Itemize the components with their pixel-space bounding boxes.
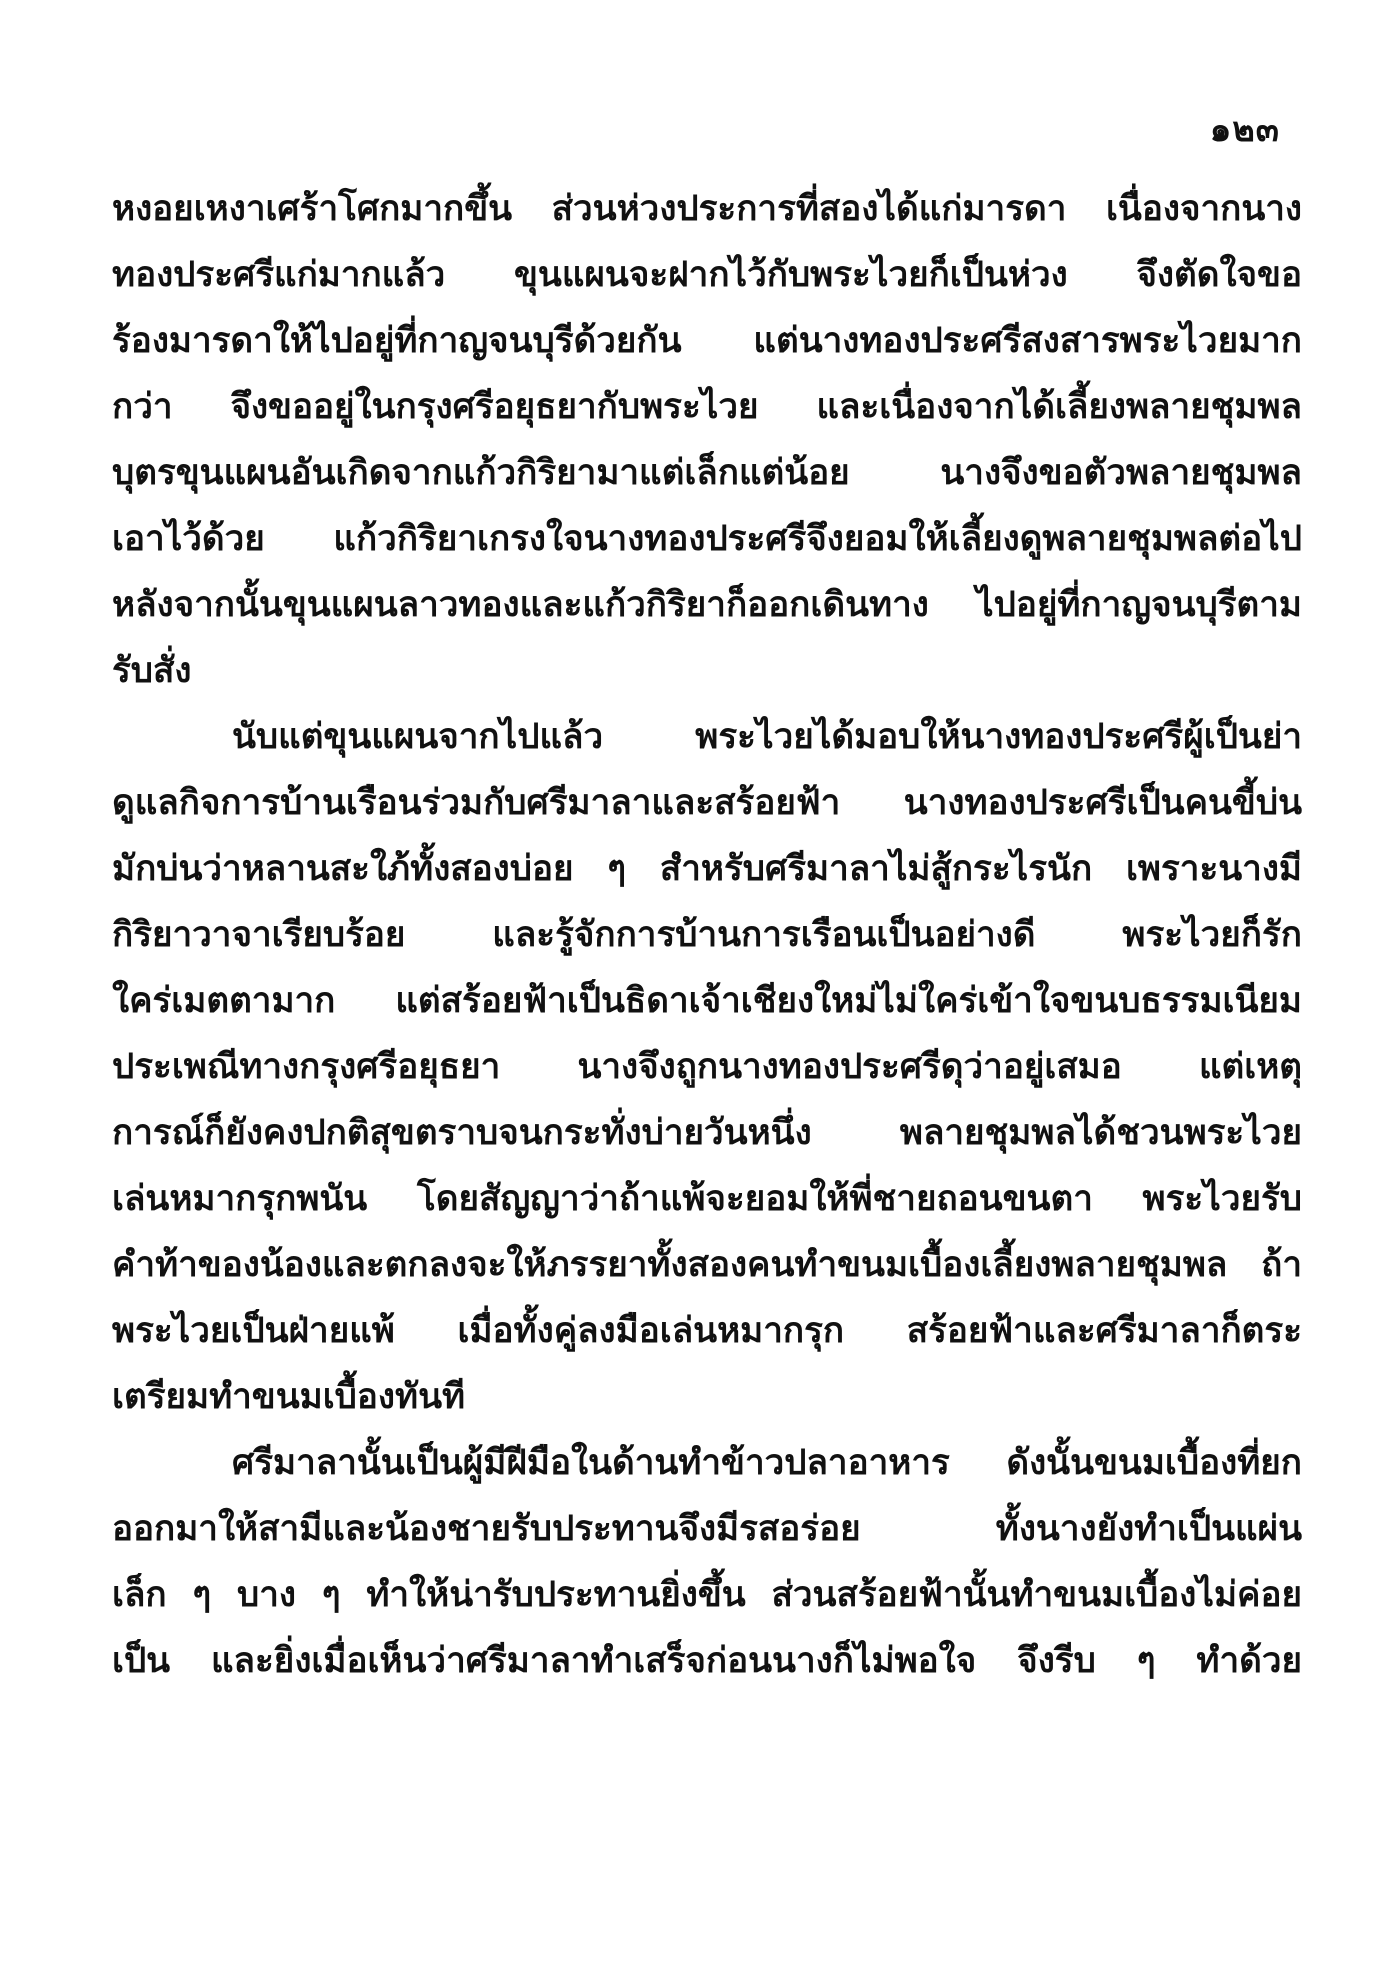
text-line: การณ์ก็ยังคงปกติสุขตราบจนกระทั่งบ่ายวันหนึ่ง พลายชุมพลได้ชวนพระไวย [112, 1113, 1302, 1153]
text-line: ประเพณีทางกรุงศรีอยุธยา นางจึงถูกนางทองประศรีดุว่าอยู่เสมอ แต่เหตุ [112, 1047, 1302, 1087]
paragraph-2 [112, 704, 1302, 1430]
paragraph-3 [112, 1430, 1302, 1694]
text-line: รับสั่ง [112, 651, 192, 691]
text-line: ใคร่เมตตามาก แต่สร้อยฟ้าเป็นธิดาเจ้าเชียงใหม่ไม่ใคร่เข้าใจขนบธรรมเนียม [112, 981, 1302, 1021]
text-line: เอาไว้ด้วย แก้วกิริยาเกรงใจนางทองประศรีจึงยอมให้เลี้ยงดูพลายชุมพลต่อไป [112, 519, 1302, 559]
text-line: เล่นหมากรุกพนัน โดยสัญญาว่าถ้าแพ้จะยอมให้พี่ชายถอนขนตา พระไวยรับ [112, 1179, 1302, 1219]
text-line: กิริยาวาจาเรียบร้อย และรู้จักการบ้านการเรือนเป็นอย่างดี พระไวยก็รัก [112, 915, 1302, 955]
paragraph-1 [112, 176, 1302, 704]
text-line: คำท้าของน้องและตกลงจะให้ภรรยาทั้งสองคนทำขนมเบื้องเลี้ยงพลายชุมพล ถ้า [112, 1245, 1302, 1285]
text-line: ร้องมารดาให้ไปอยู่ที่กาญจนบุรีด้วยกัน แต่นางทองประศรีสงสารพระไวยมาก [112, 321, 1302, 361]
body-text [112, 176, 1302, 1694]
page-number: ๑๒๓ [1209, 110, 1280, 150]
text-line: นับแต่ขุนแผนจากไปแล้ว พระไวยได้มอบให้นางทองประศรีผู้เป็นย่า [232, 717, 1302, 757]
text-line: ทองประศรีแก่มากแล้ว ขุนแผนจะฝากไว้กับพระไวยก็เป็นห่วง จึงตัดใจขอ [112, 255, 1302, 295]
text-line: หงอยเหงาเศร้าโศกมากขึ้น ส่วนห่วงประการที่สองได้แก่มารดา เนื่องจากนาง [112, 189, 1302, 229]
text-line: ดูแลกิจการบ้านเรือนร่วมกับศรีมาลาและสร้อยฟ้า นางทองประศรีเป็นคนขี้บ่น [112, 783, 1302, 823]
text-line: เล็ก ๆ บาง ๆ ทำให้น่ารับประทานยิ่งขึ้น ส่วนสร้อยฟ้านั้นทำขนมเบื้องไม่ค่อย [112, 1575, 1302, 1615]
text-line: เตรียมทำขนมเบื้องทันที [112, 1377, 466, 1417]
text-line: บุตรขุนแผนอันเกิดจากแก้วกิริยามาแต่เล็กแต่น้อย นางจึงขอตัวพลายชุมพล [112, 453, 1302, 493]
text-line: ศรีมาลานั้นเป็นผู้มีฝีมือในด้านทำข้าวปลาอาหาร ดังนั้นขนมเบื้องที่ยก [232, 1443, 1302, 1483]
text-line: มักบ่นว่าหลานสะใภ้ทั้งสองบ่อย ๆ สำหรับศรีมาลาไม่สู้กระไรนัก เพราะนางมี [112, 849, 1302, 889]
text-line: พระไวยเป็นฝ่ายแพ้ เมื่อทั้งคู่ลงมือเล่นหมากรุก สร้อยฟ้าและศรีมาลาก็ตระ [112, 1311, 1302, 1351]
text-line: หลังจากนั้นขุนแผนลาวทองและแก้วกิริยาก็ออกเดินทาง ไปอยู่ที่กาญจนบุรีตาม [112, 585, 1302, 625]
text-line: ออกมาให้สามีและน้องชายรับประทานจึงมีรสอร่อย ทั้งนางยังทำเป็นแผ่น [112, 1509, 1302, 1549]
text-line: เป็น และยิ่งเมื่อเห็นว่าศรีมาลาทำเสร็จก่อนนางก็ไม่พอใจ จึงรีบ ๆ ทำด้วย [112, 1641, 1302, 1681]
text-line: กว่า จึงขออยู่ในกรุงศรีอยุธยากับพระไวย และเนื่องจากได้เลี้ยงพลายชุมพล [112, 387, 1302, 427]
